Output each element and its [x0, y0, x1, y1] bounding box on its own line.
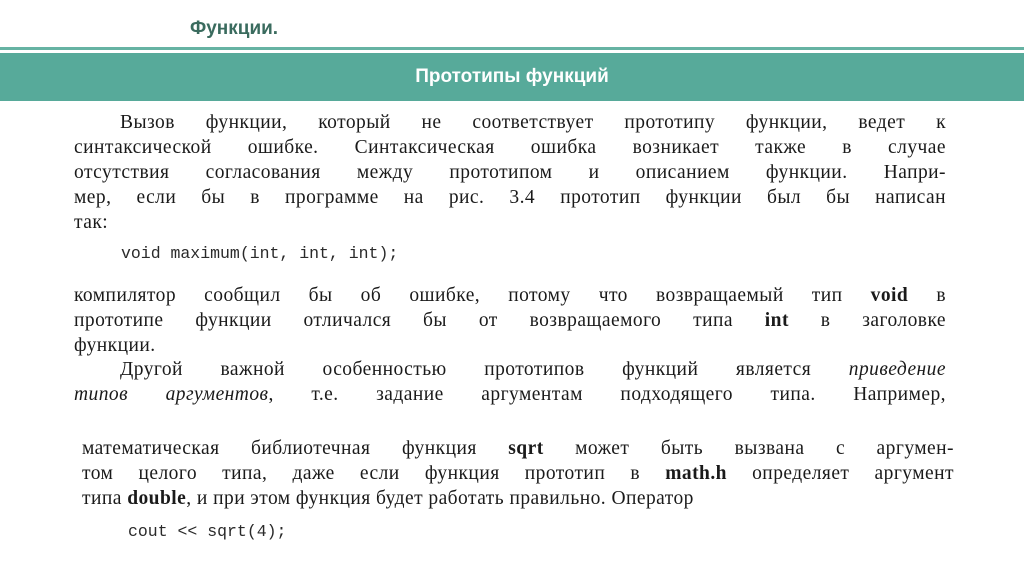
- paragraph-sqrt-example: [82, 436, 954, 511]
- text-line: прототипе функции отличался бы от возвращаемого типа int в заголовке: [74, 310, 946, 331]
- text-line: функции.: [74, 335, 156, 356]
- title-underline: [0, 47, 1024, 50]
- text-line: Другой важной особенностью прототипов функций является приведение: [120, 359, 946, 380]
- text-line: типа double, и при этом функция будет работать правильно. Оператор: [82, 488, 694, 509]
- text-line: том целого типа, даже если функция прототип в math.h определяет аргумент: [82, 463, 954, 484]
- text-line: компилятор сообщил бы об ошибке, потому что возвращаемый тип void в: [74, 285, 946, 306]
- text-line: отсутствия согласования между прототипом и описанием функции. Напри-: [74, 162, 946, 183]
- text-line: Вызов функции, который не соответствует прототипу функции, ведет к: [120, 112, 946, 133]
- text-line: так:: [74, 212, 109, 233]
- code-sqrt-example: cout << sqrt(4);: [128, 522, 287, 541]
- text-line: математическая библиотечная функция sqrt может быть вызвана с аргумен-: [82, 438, 954, 459]
- paragraph-compiler-error: [74, 283, 946, 358]
- text-line: типов аргументов, т.е. задание аргументам подходящего типа. Например,: [74, 384, 946, 405]
- section-banner: [0, 53, 1024, 101]
- paragraph-intro: [74, 110, 946, 235]
- paragraph-type-coercion: [74, 357, 946, 407]
- text-line: синтаксической ошибке. Синтаксическая ошибка возникает также в случае: [74, 137, 946, 158]
- slide-title: Функции.: [190, 18, 279, 39]
- text-line: мер, если бы в программе на рис. 3.4 прототип функции был бы написан: [74, 187, 946, 208]
- banner-title: Прототипы функций: [415, 66, 609, 87]
- code-prototype-example: void maximum(int, int, int);: [121, 244, 399, 263]
